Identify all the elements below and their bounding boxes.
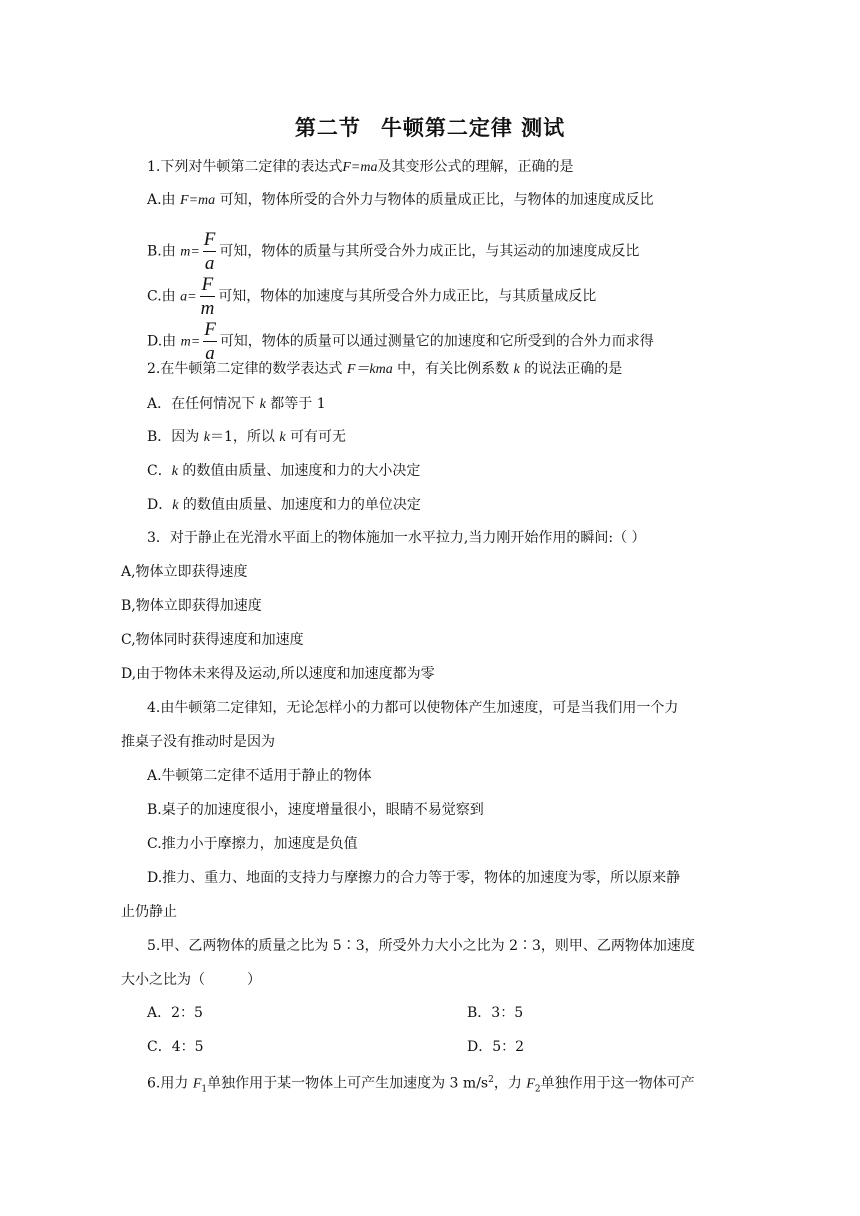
q5-stem-line2: 大小之比为（ ） — [121, 972, 261, 988]
q2-stem: 2.在牛顿第二定律的数学表达式 F＝kma 中，有关比例系数 k 的说法正确的是 — [147, 361, 623, 377]
q5-option-c: C．4：5 — [147, 1039, 204, 1055]
q1-stem: 1.下列对牛顿第二定律的表达式F=ma及其变形公式的理解，正确的是 — [147, 159, 574, 175]
fraction-f-over-a: $\frac{F}{a}$ — [204, 319, 216, 364]
page-title — [0, 112, 860, 142]
q1-option-d: D.由 m= $\frac{F}{a}$ 可知，物体的质量可以通过测量它的加速度和它所受到的合外力而求得 — [147, 319, 654, 364]
q6-stem-line1: 6.用力 $F_1$单独作用于某一物体上可产生加速度为 3 $m/s^2$，力 $F_2$单独作用于这一物体可产 — [147, 1075, 695, 1095]
q5-option-d: D．5：2 — [467, 1039, 525, 1055]
q4-option-d-line2: 止仍静止 — [121, 904, 177, 920]
q5-option-b: B．3：5 — [467, 1005, 524, 1021]
section-label: 第二节 — [294, 116, 361, 140]
q1-option-b: B.由 m= $\frac{F}{a}$ 可知，物体的质量与其所受合外力成正比，与其运动的加速度成反比 — [147, 229, 640, 274]
fraction-f-over-m: $\frac{F}{m}$ — [200, 274, 215, 319]
fraction-f-over-a: $\frac{F}{a}$ — [203, 229, 216, 274]
q2-option-c: C．k 的数值由质量、加速度和力的大小决定 — [147, 463, 421, 479]
q5-option-a: A．2：5 — [147, 1005, 203, 1021]
q3-option-c: C,物体同时获得速度和加速度 — [121, 632, 304, 648]
q4-stem-line1: 4.由牛顿第二定律知，无论怎样小的力都可以使物体产生加速度，可是当我们用一个力 — [147, 700, 679, 716]
q4-option-b: B.桌子的加速度很小，速度增量很小，眼睛不易觉察到 — [147, 802, 484, 818]
q1-option-a: A.由 F=ma 可知，物体所受的合外力与物体的质量成正比，与物体的加速度成反比 — [147, 192, 654, 208]
q3-option-a: A,物体立即获得速度 — [121, 564, 248, 580]
q2-option-a: A．在任何情况下 k 都等于 1 — [147, 396, 326, 412]
q4-stem-line2: 推桌子没有推动时是因为 — [121, 734, 275, 750]
title-text: 牛顿第二定律 测试 — [380, 116, 566, 140]
q4-option-c: C.推力小于摩擦力，加速度是负值 — [147, 836, 358, 852]
q1-option-c: C.由 a= $\frac{F}{m}$ 可知，物体的加速度与其所受合外力成正比，与其质量成反比 — [147, 274, 597, 319]
q4-option-a: A.牛顿第二定律不适用于静止的物体 — [147, 768, 372, 784]
q3-option-d: D,由于物体未来得及运动,所以速度和加速度都为零 — [121, 666, 435, 682]
q5-stem-line1: 5.甲、乙两物体的质量之比为 5∶3，所受外力大小之比为 2∶3，则甲、乙两物体加速度 — [147, 938, 695, 954]
q3-stem: 3．对于静止在光滑水平面上的物体施加一水平拉力,当力刚开始作用的瞬间:（ ） — [147, 530, 646, 546]
q2-option-b: B．因为 k＝1，所以 k 可有可无 — [147, 429, 347, 445]
q2-option-d: D．k 的数值由质量、加速度和力的单位决定 — [147, 497, 421, 513]
q3-option-b: B,物体立即获得加速度 — [121, 598, 262, 614]
q4-option-d-line1: D.推力、重力、地面的支持力与摩擦力的合力等于零，物体的加速度为零，所以原来静 — [147, 870, 681, 886]
